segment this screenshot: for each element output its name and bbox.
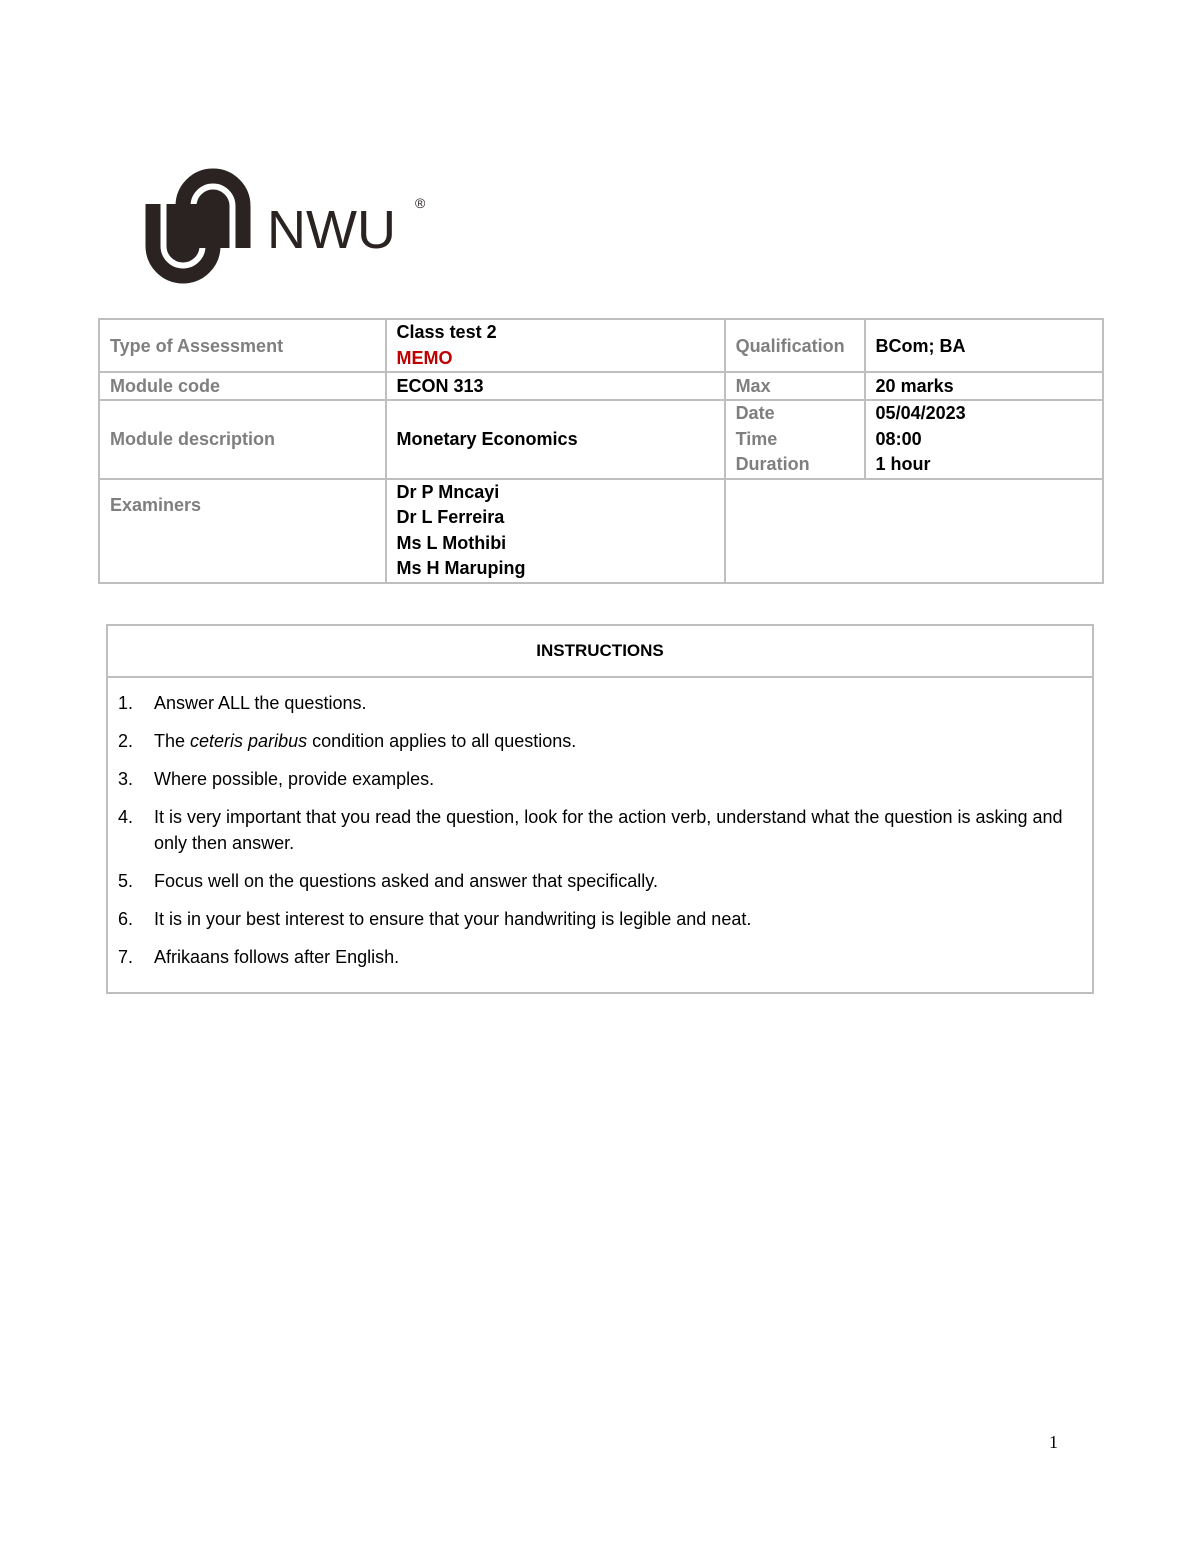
page-number: 1 <box>1049 1432 1058 1452</box>
item-number: 5. <box>118 871 134 891</box>
table-row <box>99 479 1103 583</box>
item-text: Where possible, provide examples. <box>154 769 435 789</box>
item-number: 6. <box>118 909 134 929</box>
list-item <box>118 690 1072 716</box>
memo-label: MEMO <box>396 347 453 368</box>
max-label: Max <box>725 372 865 400</box>
type-of-assessment-cell <box>386 319 725 372</box>
date-value: 05/04/2023 <box>875 403 966 423</box>
item-text-post: condition applies to all questions. <box>307 731 577 751</box>
assessment-info-table <box>98 318 1104 584</box>
examiners-label: Examiners <box>99 479 386 583</box>
item-number: 2. <box>118 731 134 751</box>
list-item <box>118 906 1072 932</box>
item-text-pre: The <box>154 731 191 751</box>
nwu-logo <box>143 168 443 288</box>
module-description-label: Module description <box>99 400 386 479</box>
duration-value: 1 hour <box>875 454 931 474</box>
list-item <box>118 766 1072 792</box>
qualification-label: Qualification <box>725 319 865 372</box>
item-number: 3. <box>118 769 134 789</box>
list-item <box>118 728 1072 754</box>
list-item <box>118 868 1072 894</box>
item-text: Focus well on the questions asked and answer that specifically. <box>154 871 658 891</box>
item-text: It is in your best interest to ensure that your handwriting is legible and neat. <box>154 909 752 929</box>
examiner-name: Ms L Mothibi <box>396 532 507 553</box>
date-label: Date <box>735 403 775 423</box>
logo-wordmark: NWU <box>267 200 396 260</box>
module-code-value: ECON 313 <box>386 372 725 400</box>
registered-mark: ® <box>415 195 426 211</box>
list-item <box>118 804 1072 856</box>
time-value: 08:00 <box>875 428 922 449</box>
schedule-values <box>865 400 1103 479</box>
item-text-emphasis: ceteris paribus <box>190 731 308 751</box>
examiner-name: Ms H Maruping <box>396 558 526 578</box>
time-label: Time <box>735 428 778 449</box>
item-text <box>154 728 1072 754</box>
max-value: 20 marks <box>865 372 1103 400</box>
item-text: It is very important that you read the question, look for the action verb, understand what the question is asking and only then answer. <box>154 807 1063 853</box>
type-of-assessment-label: Type of Assessment <box>99 319 386 372</box>
table-row <box>99 319 1103 372</box>
empty-cell <box>725 479 1103 583</box>
instructions-title: INSTRUCTIONS <box>108 626 1092 678</box>
table-row <box>99 400 1103 479</box>
instructions-box <box>106 624 1094 994</box>
nwu-logo-icon <box>143 168 443 288</box>
item-number: 1. <box>118 693 134 713</box>
table-row <box>99 372 1103 400</box>
duration-label: Duration <box>735 454 810 474</box>
examiner-name: Dr L Ferreira <box>396 507 505 527</box>
list-item <box>118 944 1072 970</box>
qualification-value: BCom; BA <box>865 319 1103 372</box>
module-code-label: Module code <box>99 372 386 400</box>
examiner-name: Dr P Mncayi <box>396 481 500 502</box>
item-text: Answer ALL the questions. <box>154 693 367 713</box>
item-number: 7. <box>118 947 134 967</box>
item-text: Afrikaans follows after English. <box>154 947 400 967</box>
schedule-labels <box>725 400 865 479</box>
type-of-assessment-value: Class test 2 <box>396 322 497 342</box>
examiners-list <box>386 479 725 583</box>
module-description-value: Monetary Economics <box>386 400 725 479</box>
item-number: 4. <box>118 807 134 827</box>
instructions-list <box>108 678 1092 992</box>
